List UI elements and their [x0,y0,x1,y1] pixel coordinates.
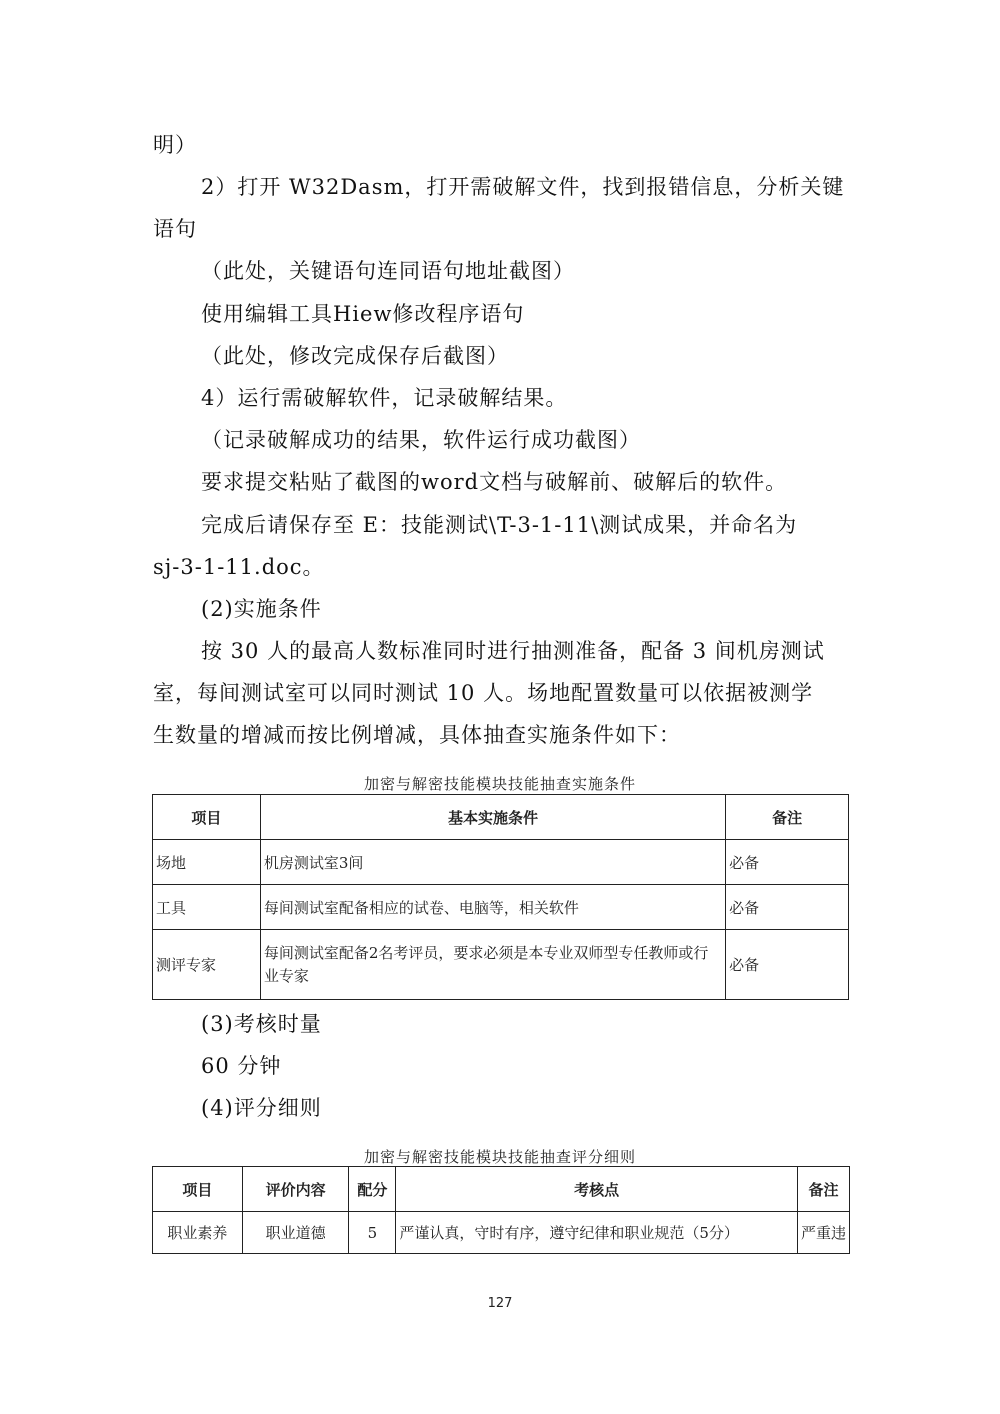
paragraph: 明） [153,133,197,157]
paragraph: 按 30 人的最高人数标准同时进行抽测准备，配备 3 间机房测试 [201,639,825,663]
table-cell: 必备 [726,930,849,1000]
table-cell: 严重违 [797,1212,849,1254]
table-row [153,840,849,885]
table-cell: 每间测试室配备2名考评员，要求必须是本专业双师型专任教师或行业专家 [260,930,725,1000]
paragraph: 4）运行需破解软件，记录破解结果。 [201,386,568,410]
table-caption: 加密与解密技能模块技能抽查评分细则 [363,1148,636,1166]
column-header: 备注 [797,1167,849,1212]
table-cell: 工具 [153,885,261,930]
paragraph: 使用编辑工具Hiew修改程序语句 [201,302,525,326]
column-header: 基本实施条件 [260,795,725,840]
column-header: 项目 [153,1167,243,1212]
table-cell: 机房测试室3间 [260,840,725,885]
column-header: 项目 [153,795,261,840]
column-header: 备注 [726,795,849,840]
table-cell: 场地 [153,840,261,885]
table-cell: 必备 [726,840,849,885]
paragraph: sj-3-1-11.doc。 [153,555,325,579]
table-row [153,930,849,1000]
table-row [153,885,849,930]
paragraph: 生数量的增减而按比例增减，具体抽查实施条件如下： [153,723,681,747]
paragraph: 完成后请保存至 E：技能测试\T-3-1-11\测试成果，并命名为 [201,513,798,537]
paragraph: 2）打开 W32Dasm，打开需破解文件，找到报错信息，分析关键 [201,175,845,199]
table-cell: 职业道德 [242,1212,349,1254]
table-row [153,1212,850,1254]
paragraph: （记录破解成功的结果，软件运行成功截图） [201,428,641,452]
paragraph: 语句 [153,217,197,241]
paragraph: 室，每间测试室可以同时测试 10 人。场地配置数量可以依据被测学 [153,681,814,705]
paragraph: 60 分钟 [201,1054,282,1078]
table-cell: 测评专家 [153,930,261,1000]
scoring-rules-table [152,1166,850,1254]
section-heading: (4)评分细则 [201,1096,322,1120]
table-header-row [153,1167,850,1212]
column-header: 配分 [349,1167,396,1212]
column-header: 评价内容 [242,1167,349,1212]
section-heading: (2)实施条件 [201,597,322,621]
table-cell: 严谨认真，守时有序，遵守纪律和职业规范（5分） [396,1212,798,1254]
table-cell: 5 [349,1212,396,1254]
section-heading: (3)考核时量 [201,1012,322,1036]
column-header: 考核点 [396,1167,798,1212]
paragraph: 要求提交粘贴了截图的word文档与破解前、破解后的软件。 [201,470,788,494]
paragraph: （此处，关键语句连同语句地址截图） [201,259,575,283]
table-caption: 加密与解密技能模块技能抽查实施条件 [363,775,636,793]
implementation-conditions-table [152,794,849,1000]
table-cell: 每间测试室配备相应的试卷、电脑等，相关软件 [260,885,725,930]
table-cell: 职业素养 [153,1212,243,1254]
table-cell: 必备 [726,885,849,930]
paragraph: （此处，修改完成保存后截图） [201,344,509,368]
table-header-row [153,795,849,840]
page-number: 127 [487,1296,513,1311]
